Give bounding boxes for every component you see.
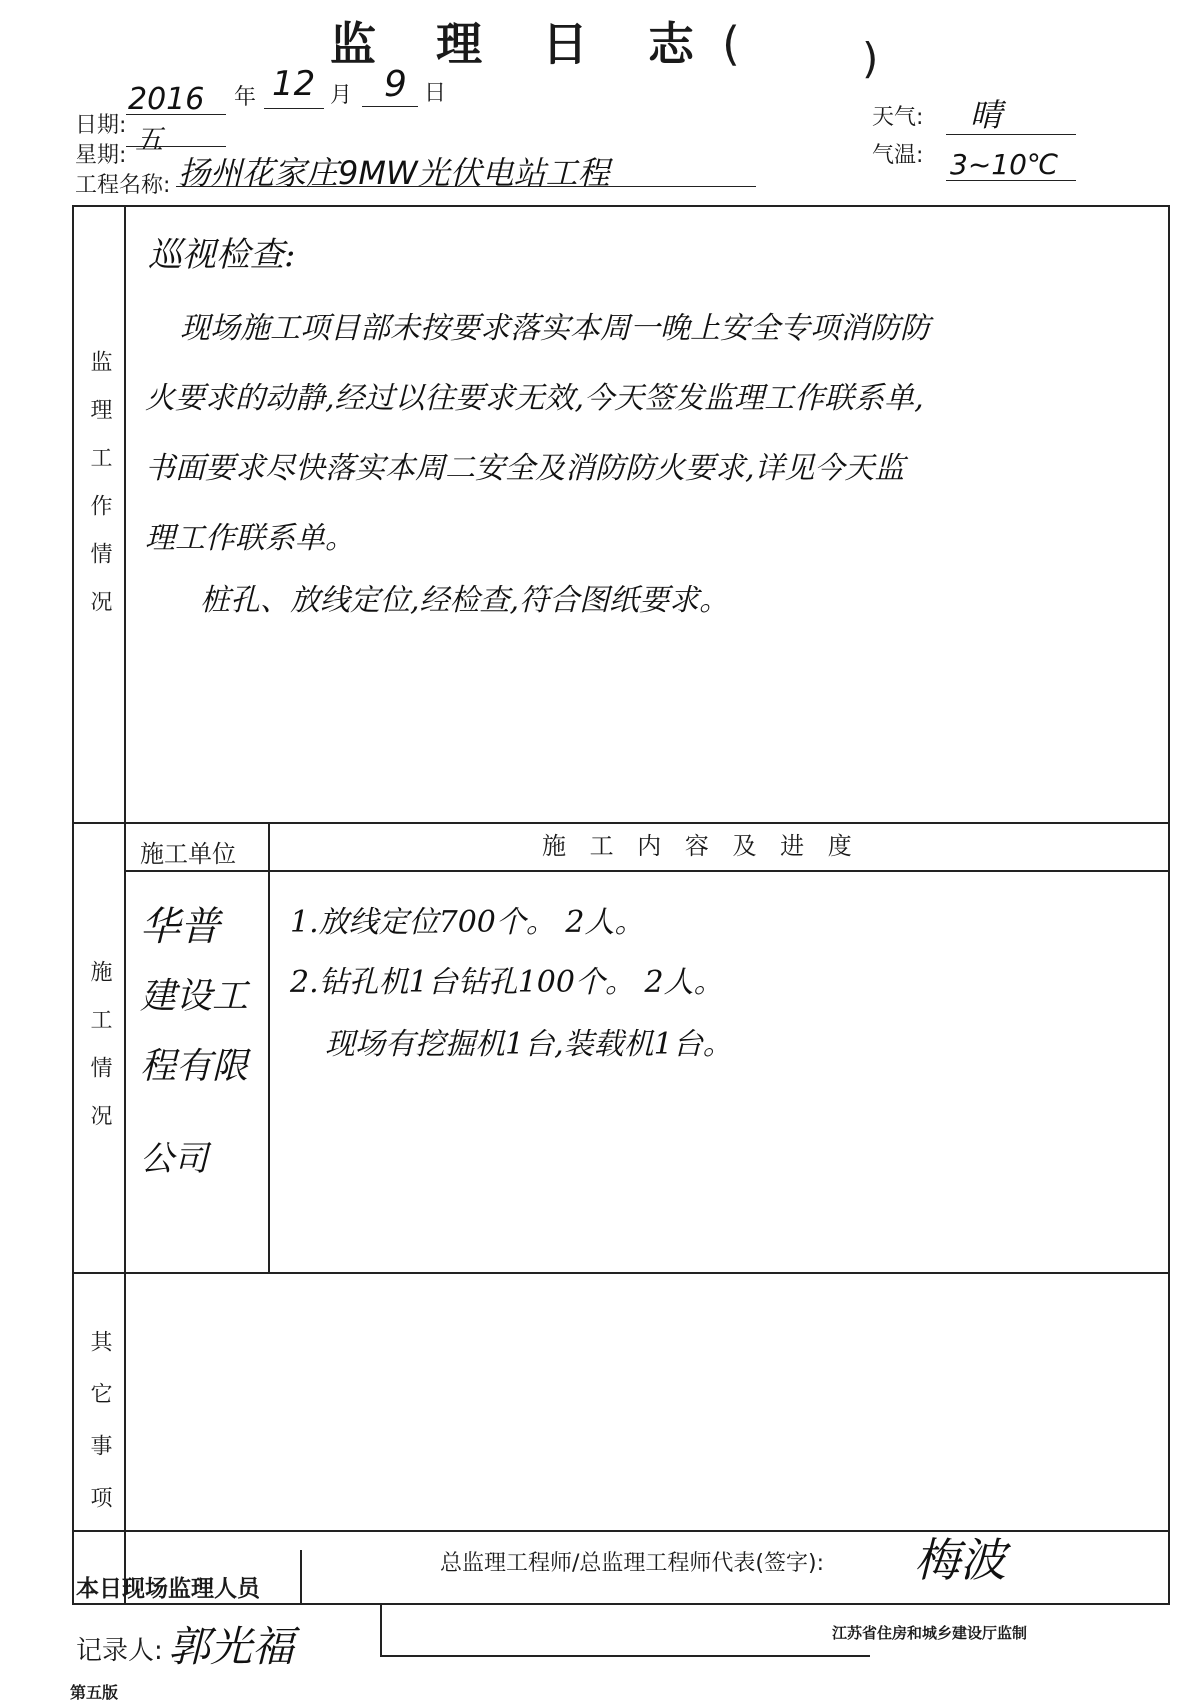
date-label: 日期:	[75, 113, 127, 138]
label-col-divider	[124, 205, 126, 1605]
weekday-line	[126, 146, 226, 147]
title-paren-open: (	[722, 17, 740, 71]
edition-text: 第五版	[70, 1683, 119, 1702]
supervision-heading: 巡视检查:	[148, 235, 296, 275]
construction-section-label: 施工情况	[87, 960, 112, 1152]
month-line	[264, 108, 324, 109]
day-line	[362, 106, 418, 107]
weather-label: 天气:	[872, 105, 924, 130]
date-day: 9	[384, 64, 407, 105]
temp-line	[946, 180, 1076, 181]
section-divider-1	[72, 822, 1170, 824]
weather-line	[946, 134, 1076, 135]
project-label: 工程名称:	[75, 173, 171, 198]
recorder-line	[380, 1655, 870, 1657]
project-line	[176, 186, 756, 187]
recorder-name: 郭光福	[168, 1622, 295, 1671]
weekday-value: 五	[135, 123, 164, 156]
header-row-divider	[124, 870, 1170, 872]
year-line	[126, 114, 226, 115]
construction-item-1: 1.放线定位700个。 2人。	[290, 905, 645, 940]
temp-value: 3~10℃	[950, 148, 1059, 181]
supervision-line-4: 理工作联系单。	[145, 521, 355, 556]
chief-signature: 梅波	[914, 1533, 1006, 1587]
day-unit: 日	[424, 81, 447, 106]
title-paren-close: )	[862, 34, 879, 83]
temp-label: 气温:	[872, 143, 924, 168]
recorder-col-divider	[380, 1605, 382, 1655]
month-unit: 月	[330, 83, 353, 108]
unit-name-line-2: 建设工	[140, 976, 249, 1017]
year-unit: 年	[234, 85, 257, 110]
unit-name-line-3: 程有限	[140, 1046, 249, 1087]
recorder-label: 记录人:	[76, 1636, 163, 1666]
construction-item-3: 现场有挖掘机1台,装载机1台。	[325, 1027, 733, 1062]
supervision-line-5: 桩孔、放线定位,经检查,符合图纸要求。	[200, 583, 730, 618]
construction-item-2: 2.钻孔机1台钻孔100个。 2人。	[290, 965, 724, 1000]
weekday-label: 星期:	[75, 143, 127, 168]
staff-label: 本日现场监理人员	[76, 1576, 260, 1602]
section-divider-2	[72, 1272, 1170, 1274]
unit-header: 施工单位	[140, 840, 236, 868]
unit-name-line-4: 公司	[140, 1139, 208, 1179]
date-year: 2016	[128, 82, 205, 117]
unit-name-line-1: 华普	[140, 904, 220, 950]
weather-value: 晴	[970, 96, 1003, 134]
unit-col-divider	[268, 822, 270, 1272]
content-header: 施 工 内 容 及 进 度	[542, 832, 860, 860]
date-month: 12	[272, 64, 316, 104]
issuer-text: 江苏省住房和城乡建设厅监制	[832, 1624, 1028, 1642]
project-name: 扬州花家庄9MW光伏电站工程	[178, 154, 610, 192]
supervision-section-label: 监理工作情况	[87, 350, 112, 638]
chief-label: 总监理工程师/总监理工程师代表(签字):	[440, 1551, 824, 1576]
title-text: 监 理 日 志	[330, 17, 717, 71]
supervision-line-3: 书面要求尽快落实本周二安全及消防防火要求,详见今天监	[145, 451, 905, 486]
other-section-label: 其它事项	[87, 1330, 112, 1538]
supervision-line-2: 火要求的动静,经过以往要求无效,今天签发监理工作联系单,	[145, 381, 924, 416]
supervision-line-1: 现场施工项目部未按要求落实本周一晚上安全专项消防防	[180, 311, 930, 346]
staff-col-divider	[300, 1550, 302, 1605]
